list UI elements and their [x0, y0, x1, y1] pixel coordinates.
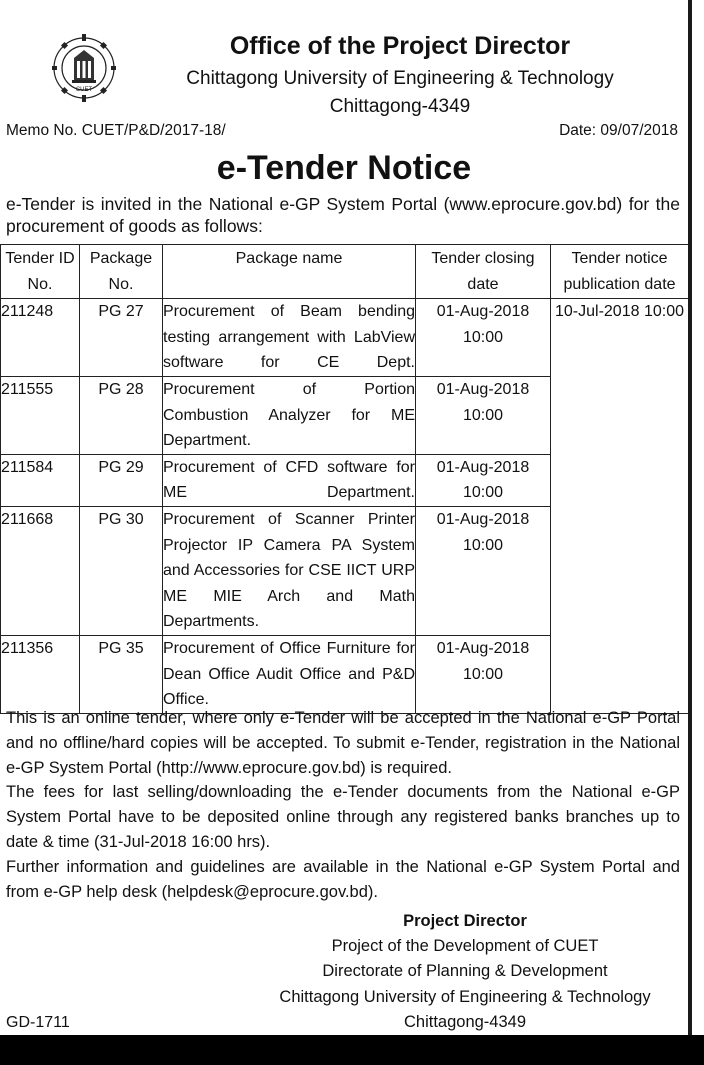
- package-name: Procurement of Office Furniture for Dean Office Audit Office and P&D Office.: [163, 635, 416, 713]
- closing-date: 01-Aug-2018 10:00: [416, 454, 551, 506]
- notice-title: e-Tender Notice: [216, 149, 472, 187]
- package-name: Procurement of Beam bending testing arrangement with LabView software for CE Dept.: [163, 299, 416, 377]
- tender-id: 211356: [1, 635, 80, 713]
- col-header-publication-date: Tender notice publication date: [551, 245, 689, 299]
- notice-footer: [6, 706, 680, 904]
- signature-line: Project of the Development of CUET: [331, 937, 599, 956]
- table-header-row: [1, 245, 689, 299]
- page-margin: [692, 0, 704, 1035]
- package-no: PG 29: [80, 454, 163, 506]
- table-row: [1, 299, 689, 377]
- memo-number: Memo No. CUET/P&D/2017-18/: [6, 122, 226, 139]
- tender-id: 211555: [1, 376, 80, 454]
- footer-paragraph-online: This is an online tender, where only e-Tender will be accepted in the National e-GP Portal and no offline/hard copies will be accepted. To submit e-Tender, registration in the National e-GP System Portal (http://www.eprocure.gov.bd) is required.: [6, 709, 680, 777]
- office-heading: Office of the Project Director: [229, 32, 571, 60]
- package-no: PG 35: [80, 635, 163, 713]
- publication-date: 10-Jul-2018 10:00: [551, 299, 689, 714]
- closing-date: 01-Aug-2018 10:00: [416, 506, 551, 635]
- signature-line: Chittagong University of Engineering & Technology: [279, 987, 651, 1006]
- signature-line: Directorate of Planning & Development: [322, 962, 608, 981]
- col-header-closing-date: Tender closing date: [416, 245, 551, 299]
- university-logo: [52, 28, 116, 108]
- gd-code: GD-1711: [6, 1014, 70, 1031]
- closing-date: 01-Aug-2018 10:00: [416, 635, 551, 713]
- col-header-tender-id: Tender ID No.: [1, 245, 80, 299]
- bottom-black-band: [0, 1035, 704, 1065]
- tender-id: 211248: [1, 299, 80, 377]
- signature-line: Chittagong-4349: [403, 1012, 526, 1031]
- signature-title: Project Director: [403, 912, 527, 930]
- university-name: Chittagong University of Engineering & Technology: [186, 68, 614, 89]
- logo-text: CUET: [75, 87, 93, 93]
- col-header-package-no: Package No.: [80, 245, 163, 299]
- package-name: Procurement of Scanner Printer Projector IP Camera PA System and Accessories for CSE IICT URP ME MIE Arch and Math Departments.: [163, 506, 416, 635]
- memo-date: Date: 09/07/2018: [559, 122, 678, 139]
- tender-id: 211668: [1, 506, 80, 635]
- package-name: Procurement of Portion Combustion Analyzer for ME Department.: [163, 376, 416, 454]
- tender-id: 211584: [1, 454, 80, 506]
- intro-paragraph: e-Tender is invited in the National e-GP System Portal (www.eprocure.gov.bd) for the procurement of goods as follows:: [6, 194, 680, 236]
- tender-table: [0, 244, 688, 714]
- closing-date: 01-Aug-2018 10:00: [416, 376, 551, 454]
- footer-paragraph-info: Further information and guidelines are available in the National e-GP System Portal and from e-GP help desk (helpdesk@eprocure.gov.bd).: [6, 857, 680, 901]
- city-line: Chittagong-4349: [329, 96, 471, 117]
- closing-date: 01-Aug-2018 10:00: [416, 299, 551, 377]
- package-no: PG 30: [80, 506, 163, 635]
- footer-paragraph-fees: The fees for last selling/downloading the e-Tender documents from the National e-GP System Portal have to be deposited online through any registered banks branches up to date & time (31-Jul-2018 16:00 hrs).: [6, 783, 680, 851]
- signature-block: [260, 909, 670, 1035]
- package-name: Procurement of CFD software for ME Department.: [163, 454, 416, 506]
- package-no: PG 28: [80, 376, 163, 454]
- package-no: PG 27: [80, 299, 163, 377]
- col-header-package-name: Package name: [163, 245, 416, 299]
